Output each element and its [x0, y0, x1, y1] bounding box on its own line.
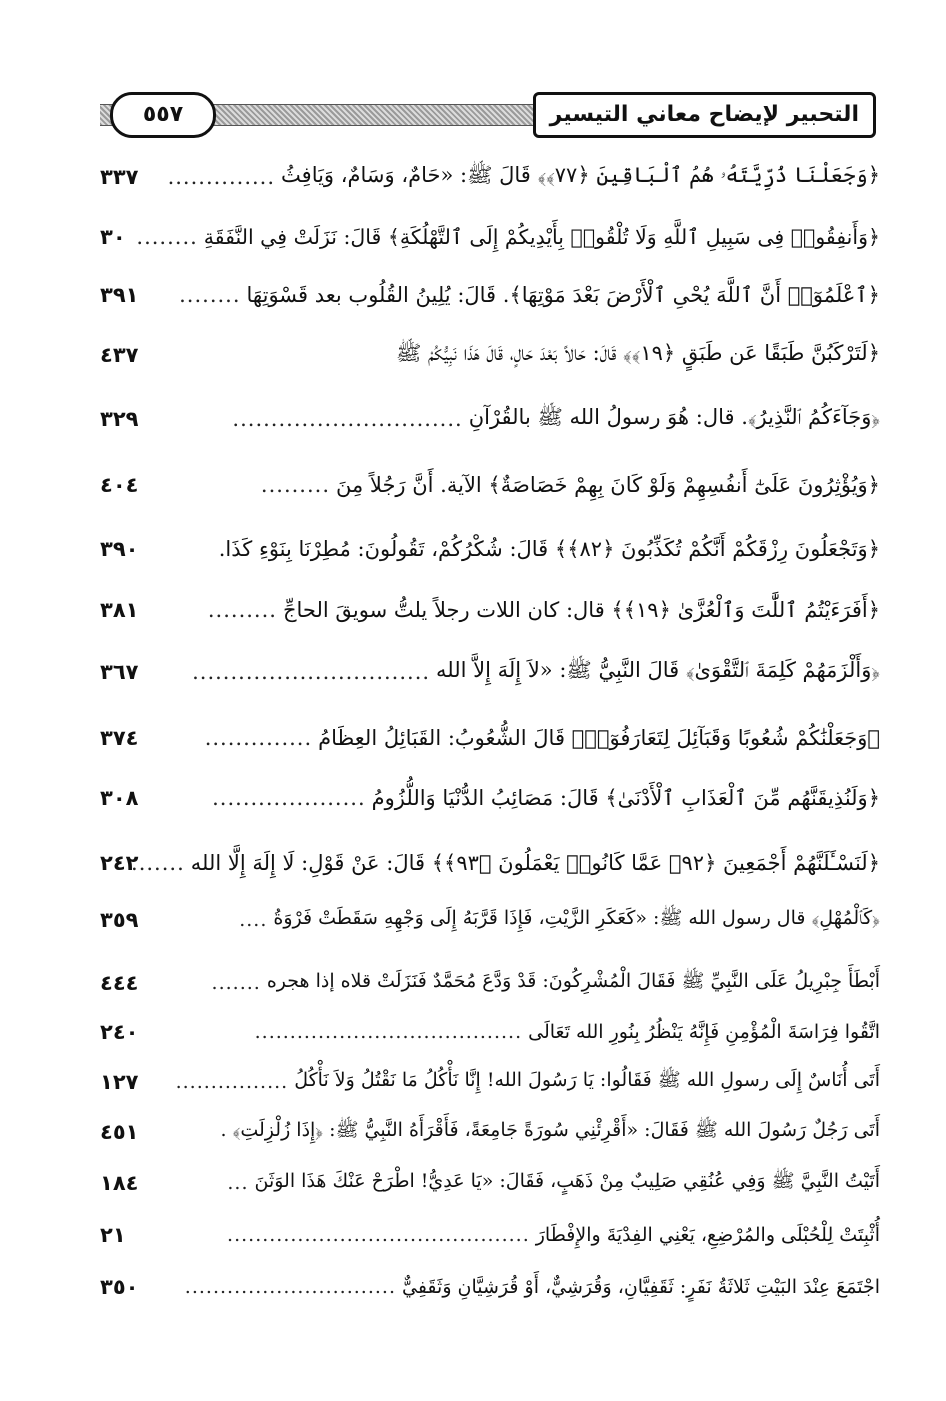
index-entry: [100, 1213, 880, 1257]
entry-page-ref: ٤٣٧: [100, 343, 139, 367]
entry-page-ref: ٣٣٧: [100, 165, 139, 189]
entry-text: ﴿وَيُؤْثِرُونَ عَلَىٰٓ أَنفُسِهِمْ وَلَوْ كَانَ بِهِمْ خَصَاصَةٌ﴾ الآية. أَنَّ رَجُلاً مِنَ: [336, 473, 880, 497]
entry-text: ﴿أَفَرَءَيْتُمُ ٱللَّٰتَ وَٱلْعُزَّىٰ ﴿١٩﴾﴾ قال: كان اللات رجلاً يلتُّ سويقَ الحاجِّ: [282, 598, 880, 622]
entry-page-ref: ٣٥٩: [100, 908, 139, 932]
entry-leader-dots: ...............................: [192, 660, 431, 684]
entry-text: ﴿وَجَآءَكُمُ ٱلنَّذِيرُ﴾. قال: هُوَ رسولُ الله ﷺ بالقُرْآنِ: [468, 404, 880, 429]
index-entry: [100, 836, 880, 890]
index-entry: [100, 1265, 880, 1309]
entry-page-ref: ٣٩٠: [100, 537, 139, 561]
entry-text: أَتَى رَجُلٌ رَسُولَ الله ﷺ فَقَالَ: «أَقْرِئْنِي سُورَةً جَامِعَةً، فَأَقْرَأَهُ النَّبِيُّ ﷺ: ﴿إِذَا زُلْزِلَتِ﴾ .: [220, 1119, 880, 1141]
index-entry: [100, 392, 880, 446]
entry-leader-dots: ....: [239, 909, 268, 931]
entry-text: ﴿وَلَنُذِيقَنَّهُم مِّنَ ٱلْعَذَابِ ٱلْأَدْنَىٰ﴾ قَالَ: مَصَائِبُ الدُّنْيَا وَاللُّزُومُ: [371, 786, 880, 810]
entry-text: ﴿وَأَلْزَمَهُمْ كَلِمَةَ ٱلتَّقْوَىٰ﴾ قَالَ النَّبِيُّ ﷺ: «لاَ إِلَهَ إِلاَّ الله: [436, 657, 880, 682]
entry-leader-dots: ..............................: [184, 1276, 396, 1298]
entry-page-ref: ٣٦٧: [100, 660, 139, 684]
entry-text: اجْتَمَعَ عِنْدَ البَيْتِ ثَلاثَةُ نَفَرٍ: ثَقَفِيَّانِ، وَقُرَشِيٌّ، أَوْ قُرَشِيَّانِ وَثَقَفِيٌّ: [401, 1276, 880, 1298]
index-entry: [100, 268, 880, 322]
entry-text: أَبْطَأَ جِبْرِيلُ عَلَى النَّبِيِّ ﷺ فَقَالَ الْمُشْرِكُونَ: قَدْ وَدَّعَ مُحَمَّدٌ فَنَزَلَتْ قلاه إذا هجره: [266, 970, 880, 992]
index-entry: [100, 898, 880, 942]
entry-page-ref: ٣٠٨: [100, 786, 139, 810]
entry-page-ref: ٣٧٤: [100, 726, 139, 750]
entry-text: ﴿لَتَرْكَبُنَّ طَبَقًا عَن طَبَقٍ ﴿١٩﴾﴾ قَالَ: حَالاً بَعْدَ حَالٍ، قَالَ هَذَا نَبِيُّكُمْ ﷺ: [395, 340, 880, 365]
entry-leader-dots: ...: [227, 1172, 249, 1194]
page-header: [100, 92, 876, 142]
entry-page-ref: ٢٤٠: [100, 1020, 139, 1044]
page-number: ٥٥٧: [110, 92, 216, 138]
entry-leader-dots: ..............: [167, 165, 276, 189]
entry-page-ref: ٤٥١: [100, 1120, 139, 1144]
entry-leader-dots: .........: [207, 598, 277, 622]
entry-page-ref: ٢٤٢: [100, 851, 139, 875]
index-entry: [100, 1010, 880, 1054]
entry-page-ref: ٤٠٤: [100, 473, 139, 497]
entry-text: ﴿لَنَسْـَٔلَنَّهُمْ أَجْمَعِينَ ﴿٩٢﴾ عَمَّا كَانُوا۟ يَعْمَلُونَ ﴿٩٣﴾﴾ قَالَ: عَنْ قَوْلِ: لَا إِلَهَ إِلَّا الله: [190, 851, 880, 875]
entry-text: اتَّقُوا فِرَاسَةَ الْمُؤْمِنِ فَإِنَّهُ يَنْظُرُ بِنُورِ الله تَعَالَى: [528, 1021, 880, 1043]
entry-page-ref: ١٨٤: [100, 1171, 139, 1195]
entry-leader-dots: .......: [131, 851, 185, 875]
index-entry: [100, 961, 880, 1005]
entry-page-ref: ٢١: [100, 1223, 126, 1247]
entry-leader-dots: ....................: [212, 786, 366, 810]
entry-leader-dots: ........: [136, 225, 198, 249]
index-entry: [100, 645, 880, 699]
entry-text: ﴿ٱعْلَمُوٓا۟ أَنَّ ٱللَّهَ يُحْىِ ٱلْأَرْضَ بَعْدَ مَوْتِهَا﴾. قَالَ: يُلِينُ القُلُوب بعد قَسْوَتِهَا: [246, 283, 880, 307]
index-entry: [100, 583, 880, 637]
entry-page-ref: ٣٨١: [100, 598, 139, 622]
entry-text: ﴿وَجَعَلْنَٰكُمْ شُعُوبًا وَقَبَآئِلَ لِتَعَارَفُوٓا۟﴾ قَالَ الشُّعُوبُ: القَبَائِلُ العِظَامُ: [318, 726, 880, 750]
entry-leader-dots: ......................................: [254, 1021, 523, 1043]
entry-text: ﴿وَأَنفِقُوا۟ فِى سَبِيلِ ٱللَّهِ وَلَا تُلْقُوا۟ بِأَيْدِيكُمْ إِلَى ٱلتَّهْلُكَةِ﴾ قَالَ: نَزَلَتْ فِي النَّفَقَةِ: [203, 225, 880, 249]
index-entry: [100, 711, 880, 765]
index-entry: [100, 522, 880, 576]
index-entry: [100, 458, 880, 512]
entry-text: ﴿وَجَعَلْنَا ذُرِّيَّتَهُۥ هُمُ ٱلْبَاقِينَ ﴿٧٧﴾﴾ قَالَ ﷺ: «حَامٌ، وَسَامٌ، وَيَافِثُ: [281, 162, 880, 187]
entry-page-ref: ١٢٧: [100, 1070, 139, 1094]
index-entry: [100, 150, 880, 204]
entry-leader-dots: ..............: [204, 726, 313, 750]
entry-page-ref: ٣٩١: [100, 283, 139, 307]
entry-text: ﴿وَتَجْعَلُونَ رِزْقَكُمْ أَنَّكُمْ تُكَذِّبُونَ ﴿٨٢﴾﴾ قَالَ: شُكْرُكُمْ، تَقُولُونَ: مُطِرْنَا بِنَوْءِ كَذَا.: [218, 537, 880, 561]
index-entry: [100, 210, 880, 264]
entry-leader-dots: ........: [179, 283, 241, 307]
entry-leader-dots: ................: [175, 1071, 289, 1093]
entry-text: أَتَيْتُ النَّبِيَّ ﷺ وَفِي عُنُقِي صَلِيبٌ مِنْ ذَهَبٍ، فَقَالَ: «يَا عَدِيُّ! اطْرَحْ عَنْكَ هَذَا الوَثَنَ: [254, 1170, 880, 1192]
entry-text: أَتَى أُنَاسٌ إِلَى رسولِ الله ﷺ فَقَالُوا: يَا رَسُولَ الله! إِنَّا نَأْكُلُ مَا نَقْتُلُ وَلاَ نَأْكُلُ: [294, 1069, 880, 1091]
entry-text: ﴿كَٱلْمُهْلِ﴾ قال رسول الله ﷺ: «كَعَكَرِ الزَّيْتِ، فَإِذَا قَرَّبَهُ إِلَى وَجْهِهِ سَقَطَتْ فَرْوَةُ: [273, 907, 880, 929]
entry-text: أُثْبِتَتْ لِلْحُبْلَى والمُرْضِعِ، يَعْنِي الفِدْيَةَ والإِفْطَارَ: [535, 1224, 880, 1246]
entry-leader-dots: .........: [260, 473, 330, 497]
index-entry: [100, 1060, 880, 1104]
entry-page-ref: ٤٤٤: [100, 971, 139, 995]
index-entry: [100, 328, 880, 382]
index-entry: [100, 1161, 880, 1205]
entry-leader-dots: ...........................................: [227, 1224, 530, 1246]
entry-leader-dots: .......: [211, 972, 261, 994]
entry-page-ref: ٣٢٩: [100, 407, 139, 431]
entry-page-ref: ٣٥٠: [100, 1275, 139, 1299]
entry-leader-dots: ..............................: [232, 407, 463, 431]
index-entry: [100, 1110, 880, 1154]
index-entry: [100, 771, 880, 825]
book-title: التحبير لإيضاح معاني التيسير: [533, 92, 876, 138]
entry-page-ref: ٣٠: [100, 225, 126, 249]
